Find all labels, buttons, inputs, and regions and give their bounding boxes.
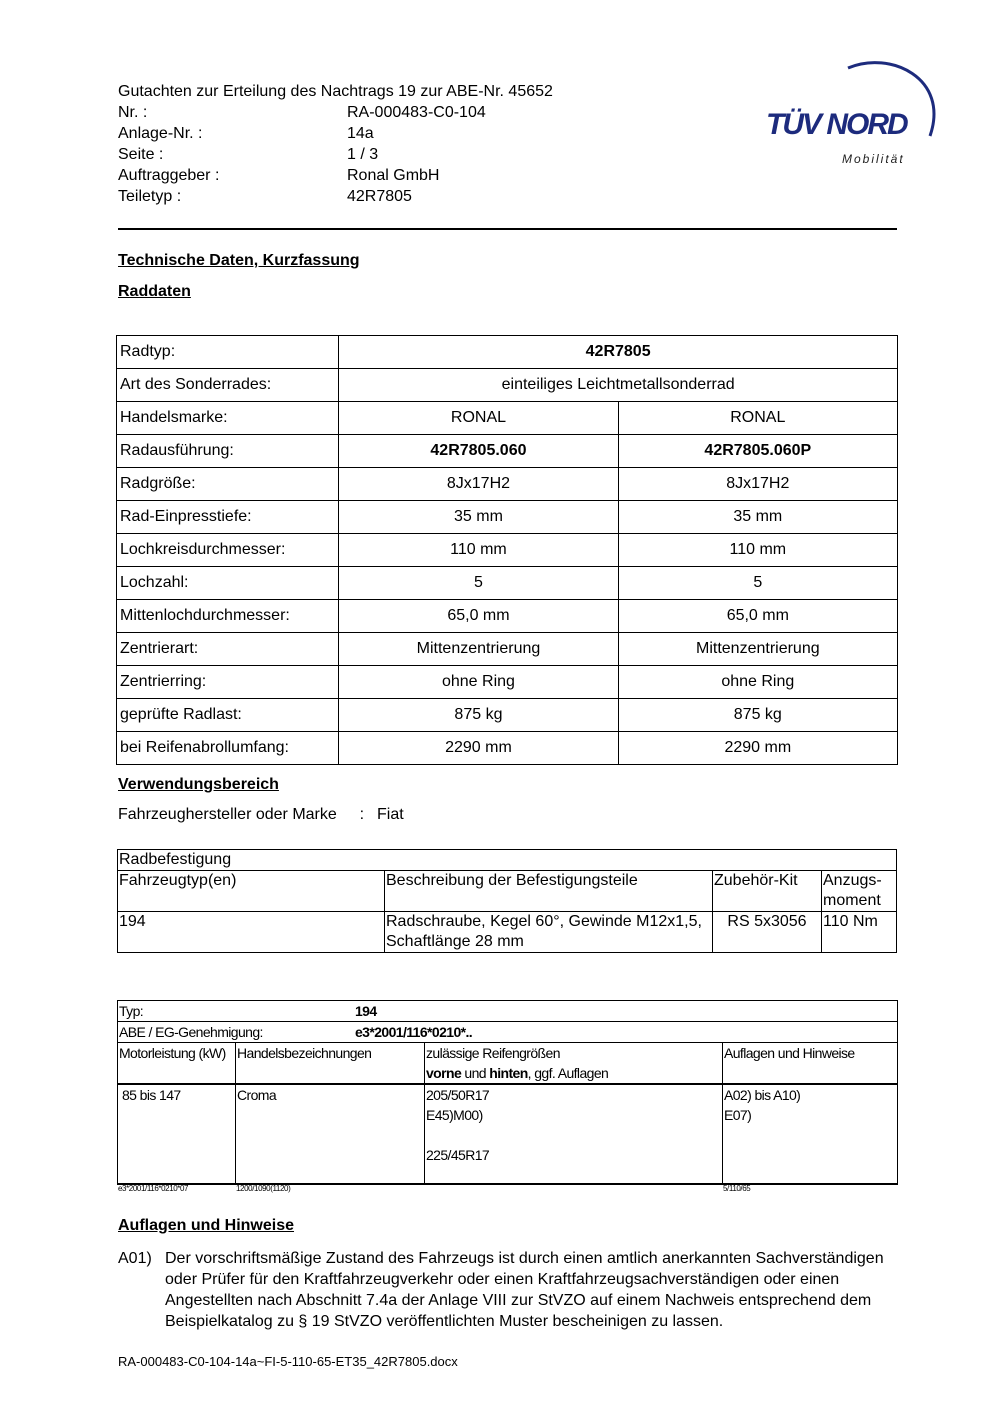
table-header-row bbox=[118, 1043, 898, 1085]
cell-value: Mittenzentrierung bbox=[339, 633, 618, 666]
header-value: 1 / 3 bbox=[347, 146, 379, 163]
abe-label: ABE / EG-Genehmigung: bbox=[119, 1024, 263, 1040]
table-header-row bbox=[118, 871, 897, 912]
cell-value: ohne Ring bbox=[339, 666, 618, 699]
column-header: Motorleistung (kW) bbox=[118, 1043, 236, 1085]
table-row bbox=[117, 534, 898, 567]
header-value: Ronal GmbH bbox=[347, 167, 440, 184]
cell-value: 875 kg bbox=[339, 699, 618, 732]
row-label: Radausführung: bbox=[117, 435, 339, 468]
cell-value: 5 bbox=[618, 567, 897, 600]
cell-value: 110 Nm bbox=[822, 912, 897, 953]
table-row bbox=[117, 699, 898, 732]
cell-handel: Croma bbox=[236, 1084, 425, 1184]
cell-value: 8Jx17H2 bbox=[618, 468, 897, 501]
cell-value: 110 mm bbox=[339, 534, 618, 567]
tuev-nord-logo bbox=[760, 58, 940, 170]
radtyp-value: 42R7805 bbox=[339, 336, 898, 369]
header-row-nr bbox=[118, 102, 553, 123]
header-key: Teiletyp : bbox=[118, 188, 182, 205]
table-row bbox=[117, 468, 898, 501]
reifen-1b: E45)M00) bbox=[426, 1107, 483, 1123]
cell-value: RONAL bbox=[618, 402, 897, 435]
table-row bbox=[117, 501, 898, 534]
reifen-2: 225/45R17 bbox=[426, 1147, 490, 1163]
typ-foot-3: 5/110/65 bbox=[723, 1184, 751, 1193]
cell-value: Mittenzentrierung bbox=[618, 633, 897, 666]
row-label: Lochzahl: bbox=[117, 567, 339, 600]
cell-value: 8Jx17H2 bbox=[339, 468, 618, 501]
document-header bbox=[118, 81, 553, 207]
logo-sub-text: Mobilität bbox=[842, 152, 905, 166]
row-label: Zentrierring: bbox=[117, 666, 339, 699]
header-value: RA-000483-C0-104 bbox=[347, 104, 486, 121]
header-key: Anlage-Nr. : bbox=[118, 125, 203, 142]
cell-value: Radschraube, Kegel 60°, Gewinde M12x1,5, Schaftlänge 28 mm bbox=[385, 912, 713, 953]
table-row bbox=[117, 600, 898, 633]
header-key: Seite : bbox=[118, 146, 164, 163]
column-header: Auflagen und Hinweise bbox=[723, 1043, 898, 1085]
cell-value: 65,0 mm bbox=[618, 600, 897, 633]
section-heading-raddaten: Raddaten bbox=[118, 283, 191, 300]
raddaten-table bbox=[116, 335, 898, 765]
cell-value: ohne Ring bbox=[618, 666, 897, 699]
cell-value: 5 bbox=[339, 567, 618, 600]
header-value: 42R7805 bbox=[347, 188, 412, 205]
table-row bbox=[118, 1001, 898, 1022]
header-key: Auftraggeber : bbox=[118, 167, 220, 184]
typ-foot-1: e3*2001/116*0210*07 bbox=[118, 1184, 189, 1193]
document-footer: RA-000483-C0-104-14a~FI-5-110-65-ET35_42R7805.docx bbox=[118, 1354, 458, 1369]
reifen-rest: , ggf. Auflagen bbox=[527, 1065, 609, 1081]
table-row bbox=[117, 732, 898, 765]
row-label: Radgröße: bbox=[117, 468, 339, 501]
cell-value: 42R7805.060P bbox=[618, 435, 897, 468]
table-row bbox=[117, 402, 898, 435]
header-row-anlage bbox=[118, 123, 553, 144]
fahrzeughersteller-line bbox=[118, 806, 404, 824]
reifen-vorne: vorne bbox=[426, 1065, 462, 1081]
header-row-auftraggeber bbox=[118, 165, 553, 186]
row-label: Handelsmarke: bbox=[117, 402, 339, 435]
auflagen-1: A02) bis A10) bbox=[724, 1087, 801, 1103]
cell-value: 110 mm bbox=[618, 534, 897, 567]
cell-value: 65,0 mm bbox=[339, 600, 618, 633]
cell-value: 194 bbox=[118, 912, 385, 953]
cell-value: 35 mm bbox=[339, 501, 618, 534]
cell-value: 2290 mm bbox=[618, 732, 897, 765]
typ-value: 194 bbox=[355, 1003, 377, 1019]
cell-value: 35 mm bbox=[618, 501, 897, 534]
reifen-header-line1: zulässige Reifengrößen bbox=[426, 1045, 560, 1061]
row-label: Zentrierart: bbox=[117, 633, 339, 666]
reifen-hinten: hinten bbox=[489, 1065, 528, 1081]
header-row-seite bbox=[118, 144, 553, 165]
section-heading-technische: Technische Daten, Kurzfassung bbox=[118, 252, 360, 269]
table-title: Radbefestigung bbox=[118, 850, 897, 871]
table-row bbox=[117, 369, 898, 402]
table-row bbox=[118, 850, 897, 871]
cell-value: RONAL bbox=[339, 402, 618, 435]
row-label: Rad-Einpresstiefe: bbox=[117, 501, 339, 534]
column-header: Beschreibung der Befestigungsteile bbox=[385, 871, 713, 912]
row-label: Mittenlochdurchmesser: bbox=[117, 600, 339, 633]
abe-value: e3*2001/116*0210*.. bbox=[355, 1024, 473, 1040]
cell-reifen bbox=[425, 1084, 723, 1184]
row-label: Lochkreisdurchmesser: bbox=[117, 534, 339, 567]
fahrzeugtyp-table bbox=[117, 1000, 898, 1185]
header-row-teiletyp bbox=[118, 186, 553, 207]
auflagen-item bbox=[118, 1248, 908, 1332]
cell-value: RS 5x3056 bbox=[713, 912, 822, 953]
header-divider bbox=[118, 228, 897, 230]
table-row bbox=[118, 1084, 898, 1184]
column-header: Handelsbezeichnungen bbox=[236, 1043, 425, 1085]
row-label: geprüfte Radlast: bbox=[117, 699, 339, 732]
row-label: Art des Sonderrades: bbox=[117, 369, 339, 402]
column-header: Anzugs-moment bbox=[822, 871, 897, 912]
auflagen-code: A01) bbox=[118, 1250, 152, 1267]
table-row bbox=[117, 435, 898, 468]
header-key: Nr. : bbox=[118, 104, 148, 121]
cell-value: 42R7805.060 bbox=[339, 435, 618, 468]
abe-row bbox=[118, 1022, 898, 1043]
table-row bbox=[117, 336, 898, 369]
auflagen-2: E07) bbox=[724, 1107, 752, 1123]
row-label: Radtyp: bbox=[117, 336, 339, 369]
table-row bbox=[118, 912, 897, 953]
cell-value: 2290 mm bbox=[339, 732, 618, 765]
radbefestigung-table bbox=[117, 849, 897, 953]
auflagen-text: Der vorschriftsmäßige Zustand des Fahrzeugs ist durch einen amtlich anerkannten Sachverständigen oder Prüfer für den Kraftfahrzeugverkehr oder einen Kraftfahrzeugsachverständigen oder einen Angestellten nach Abschnitt 7.4a der Anlage VIII zur StVZO auf einem Nachweis entsprechend dem Beispielkatalog zu § 19 StVZO veröffentlichten Muster bescheinigen zu lassen. bbox=[165, 1250, 884, 1330]
logo-brand-text: TÜV NORD bbox=[766, 108, 907, 141]
fahrzeughersteller-sep: : bbox=[359, 806, 365, 823]
reifen-header-line2 bbox=[426, 1063, 721, 1083]
column-header: Zubehör-Kit bbox=[713, 871, 822, 912]
reifen-1: 205/50R17 bbox=[426, 1087, 490, 1103]
header-value: 14a bbox=[347, 125, 374, 142]
reifen-und: und bbox=[461, 1065, 490, 1081]
cell-motor: 85 bis 147 bbox=[118, 1084, 236, 1184]
typ-row bbox=[118, 1001, 898, 1022]
cell-value: 875 kg bbox=[618, 699, 897, 732]
cell-auflagen bbox=[723, 1084, 898, 1184]
typ-label: Typ: bbox=[119, 1003, 144, 1019]
fahrzeughersteller-value: Fiat bbox=[377, 806, 404, 823]
column-header: Fahrzeugtyp(en) bbox=[118, 871, 385, 912]
art-value: einteiliges Leichtmetallsonderrad bbox=[339, 369, 898, 402]
section-heading-auflagen: Auflagen und Hinweise bbox=[118, 1217, 295, 1234]
row-label: bei Reifenabrollumfang: bbox=[117, 732, 339, 765]
section-heading-verwendung: Verwendungsbereich bbox=[118, 776, 279, 793]
fahrzeughersteller-label: Fahrzeughersteller oder Marke bbox=[118, 806, 337, 823]
table-row bbox=[118, 1022, 898, 1043]
table-row bbox=[117, 633, 898, 666]
column-header-reifen bbox=[425, 1043, 723, 1085]
typ-foot-2: 1200/1090(1120) bbox=[236, 1184, 291, 1193]
table-row bbox=[117, 666, 898, 699]
table-row bbox=[117, 567, 898, 600]
document-title: Gutachten zur Erteilung des Nachtrags 19 zur ABE-Nr. 45652 bbox=[118, 83, 553, 100]
